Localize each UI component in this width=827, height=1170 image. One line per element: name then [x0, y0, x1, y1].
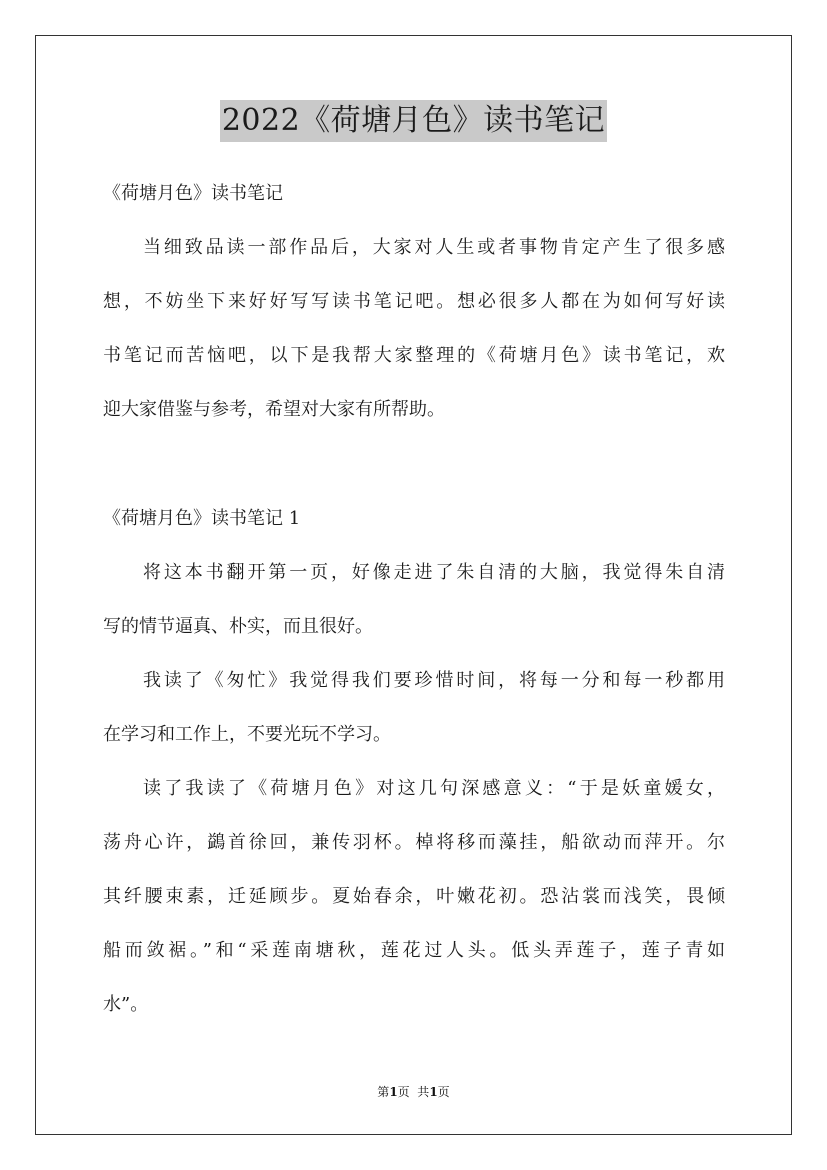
document-title-text: 2022《荷塘月色》读书笔记: [220, 100, 607, 142]
footer-page-prefix: 第: [377, 1085, 390, 1099]
footer-page-mid: 页 共: [397, 1085, 430, 1099]
para2-line-1: 我读了《匆忙》我觉得我们要珍惜时间，将每一分和每一秒都用: [143, 670, 725, 691]
section-heading-1: 《荷塘月色》读书笔记 1: [103, 508, 301, 529]
para3-line-5: 水”。: [103, 994, 149, 1015]
intro-line-2: 想，不妨坐下来好好写写读书笔记吧。想必很多人都在为如何写好读: [103, 291, 725, 312]
footer-page-current: 1: [389, 1085, 398, 1099]
section-heading-intro: 《荷塘月色》读书笔记: [103, 183, 283, 204]
para3-line-4: 船而敛裾。”和“采莲南塘秋，莲花过人头。低头弄莲子，莲子青如: [103, 940, 725, 961]
footer-page-suffix: 页: [437, 1085, 450, 1099]
para1-line-1: 将这本书翻开第一页，好像走进了朱自清的大脑，我觉得朱自清: [143, 562, 725, 583]
document-title: [0, 100, 827, 142]
para3-line-1: 读了我读了《荷塘月色》对这几句深感意义：“于是妖童媛女，: [143, 778, 725, 799]
para3-line-2: 荡舟心许，鷁首徐回，兼传羽杯。棹将移而藻挂，船欲动而萍开。尔: [103, 832, 725, 853]
intro-line-1: 当细致品读一部作品后，大家对人生或者事物肯定产生了很多感: [143, 237, 725, 258]
para2-line-2: 在学习和工作上，不要光玩不学习。: [103, 724, 391, 745]
footer-page-total: 1: [429, 1085, 438, 1099]
intro-line-3: 书笔记而苦恼吧，以下是我帮大家整理的《荷塘月色》读书笔记，欢: [103, 345, 725, 366]
intro-line-4: 迎大家借鉴与参考，希望对大家有所帮助。: [103, 399, 445, 420]
para3-line-3: 其纤腰束素，迁延顾步。夏始春余，叶嫩花初。恐沾裳而浅笑，畏倾: [103, 886, 725, 907]
page-footer: [0, 1084, 827, 1100]
para1-line-2: 写的情节逼真、朴实，而且很好。: [103, 616, 373, 637]
